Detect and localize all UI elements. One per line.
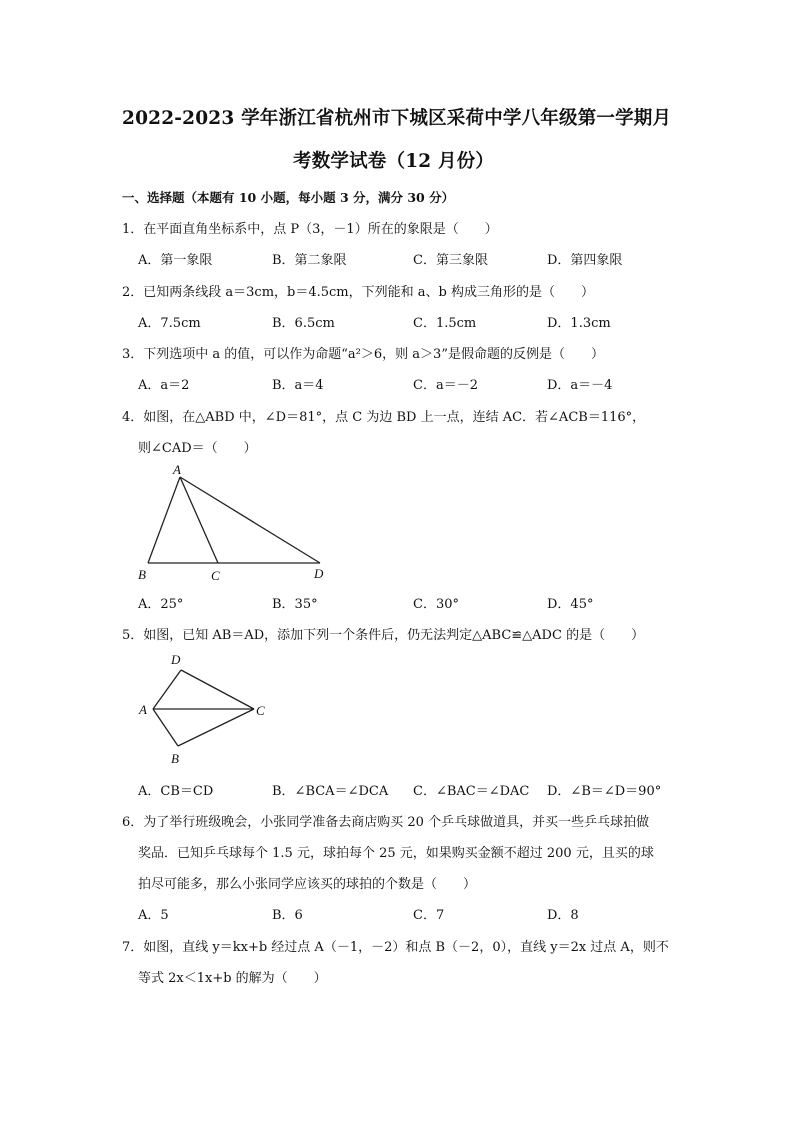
question-5-option-b: B．∠BCA＝∠DCA: [272, 784, 389, 799]
question-6-option-c: C．7: [413, 908, 445, 923]
question-5-figure: [130, 648, 280, 773]
question-4-text-line1: 4．如图，在△ABD 中，∠D＝81°，点 C 为边 BD 上一点，连结 AC．若∠ACB＝116°，: [122, 410, 646, 425]
question-2-option-c: C．1.5cm: [413, 316, 477, 331]
question-4-text-line2: 则∠CAD＝（ ）: [138, 441, 257, 456]
question-5-option-c: C．∠BAC＝∠DAC: [413, 784, 530, 799]
question-2-option-a: A．7.5cm: [138, 316, 201, 331]
question-1-option-c: C．第三象限: [413, 253, 488, 268]
section-heading: 一、选择题（本题有 10 小题，每小题 3 分，满分 30 分）: [122, 190, 455, 205]
page-title-line2: 考数学试卷（12 月份）: [293, 151, 495, 172]
vertex-label-b: B: [138, 567, 146, 582]
question-6-option-d: D．8: [547, 908, 579, 923]
question-3-option-c: C．a＝－2: [413, 378, 478, 393]
question-4-option-b: B．35°: [272, 597, 318, 612]
segment-ad: [180, 477, 320, 563]
question-1-option-d: D．第四象限: [547, 253, 623, 268]
question-4-figure: [130, 460, 350, 590]
question-6-text-line1: 6．为了举行班级晚会，小张同学准备去商店购买 20 个乒乓球做道具，并买一些乒乓球拍做: [122, 815, 650, 830]
question-4-option-a: A．25°: [138, 597, 184, 612]
page-title-line1: 2022-2023 学年浙江省杭州市下城区采荷中学八年级第一学期月: [122, 108, 672, 129]
segment-ab: [148, 477, 180, 563]
vertex-label-b: B: [171, 751, 179, 766]
question-3-option-b: B．a＝4: [272, 378, 324, 393]
question-2-text: 2．已知两条线段 a＝3cm，b＝4.5cm，下列能和 a、b 构成三角形的是（ ）: [122, 285, 594, 300]
question-3-option-a: A．a＝2: [138, 378, 190, 393]
vertex-label-d: D: [171, 652, 181, 667]
question-5-option-a: A．CB＝CD: [138, 784, 214, 799]
question-7-text-line1: 7．如图，直线 y＝kx+b 经过点 A（－1，－2）和点 B（－2，0），直线 y＝2x 过点 A，则不: [122, 940, 669, 955]
question-4-option-c: C．30°: [413, 597, 459, 612]
vertex-label-c: C: [211, 568, 220, 583]
question-2-option-d: D．1.3cm: [547, 316, 611, 331]
question-7-text-line2: 等式 2x＜1x+b 的解为（ ）: [138, 971, 327, 986]
question-1-option-a: A．第一象限: [138, 253, 213, 268]
question-6-option-a: A．5: [138, 908, 169, 923]
segment-ac: [180, 477, 218, 563]
vertex-label-d: D: [314, 566, 324, 581]
question-3-option-d: D．a＝－4: [547, 378, 613, 393]
vertex-label-a: A: [139, 702, 147, 717]
question-1-text: 1．在平面直角坐标系中，点 P（3，－1）所在的象限是（ ）: [122, 222, 498, 237]
vertex-label-a: A: [173, 462, 181, 477]
segment-dc: [181, 670, 254, 709]
segment-bc: [178, 709, 254, 746]
question-6-text-line3: 拍尽可能多，那么小张同学应该买的球拍的个数是（ ）: [138, 877, 477, 892]
vertex-label-c: C: [256, 703, 265, 718]
question-6-text-line2: 奖品．已知乒乓球每个 1.5 元，球拍每个 25 元，如果购买金额不超过 200 元，且买的球: [138, 846, 654, 861]
question-3-text: 3．下列选项中 a 的值，可以作为命题“a²＞6，则 a＞3”是假命题的反例是（ ）: [122, 347, 604, 362]
question-6-option-b: B．6: [272, 908, 303, 923]
segment-ab: [153, 709, 178, 746]
question-1-option-b: B．第二象限: [272, 253, 347, 268]
segment-ad: [153, 670, 181, 709]
question-5-option-d: D．∠B＝∠D＝90°: [547, 784, 662, 799]
question-2-option-b: B．6.5cm: [272, 316, 335, 331]
question-4-option-d: D．45°: [547, 597, 594, 612]
question-5-text: 5．如图，已知 AB＝AD，添加下列一个条件后，仍无法判定△ABC≌△ADC 的是（ ）: [122, 628, 645, 643]
